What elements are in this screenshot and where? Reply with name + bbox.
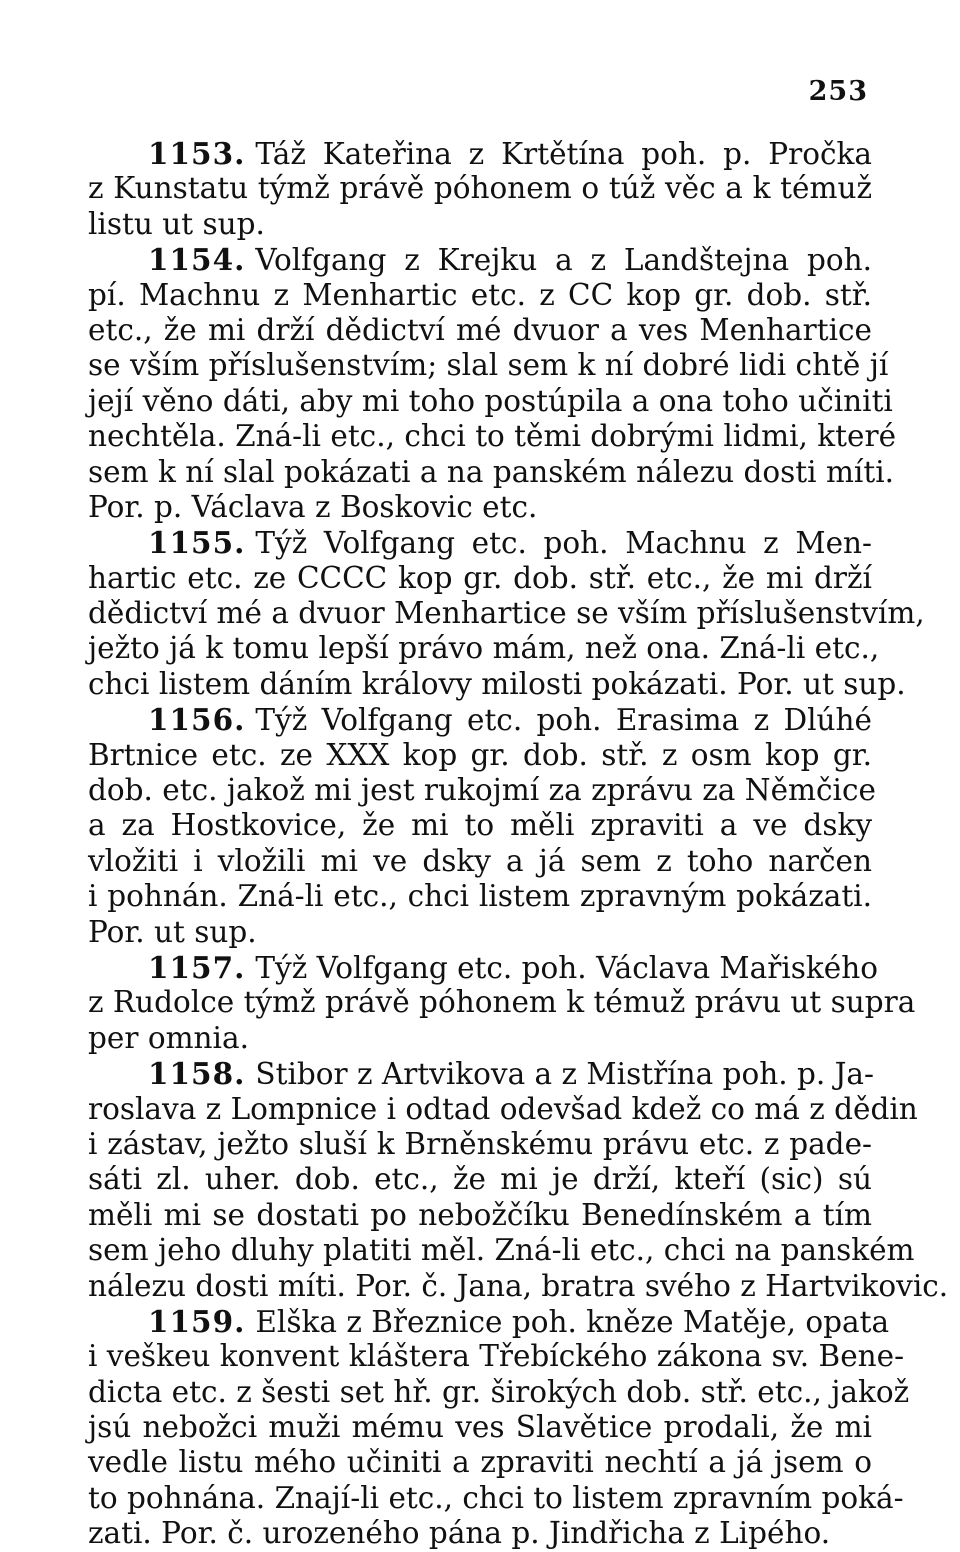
entry-number: 1155.	[148, 525, 246, 561]
entry-first-line	[88, 136, 872, 171]
entry-number: 1156.	[148, 702, 246, 738]
entry-line: ježto já k tomu lepší právo mám, než ona. Zná-li etc.,	[88, 631, 880, 666]
entry-line: i veškeu konvent kláštera Třebíckého zákona sv. Bene-	[88, 1339, 905, 1374]
entry-line: sem jeho dluhy platiti měl. Zná-li etc., chci na panském	[88, 1233, 915, 1268]
entry-number: 1157.	[148, 949, 246, 985]
entry-line: dob. etc. jakož mi jest rukojmí za zprávu za Němčice	[88, 773, 876, 808]
entry-line: chci listem dáním královy milosti pokázati. Por. ut sup.	[88, 666, 906, 701]
entry-line: a za Hostkovice, že mi to měli zpraviti a ve dsky	[88, 808, 872, 843]
entry-line: roslava z Lompnice i odtad odevšad kdež co má z dědin	[88, 1091, 918, 1126]
entry-number: 1158.	[148, 1056, 246, 1092]
entry-1153	[88, 136, 872, 242]
entry-1156	[88, 702, 876, 950]
entry-line: nechtěla. Zná-li etc., chci to těmi dobrými lidmi, které	[88, 419, 897, 454]
entry-line: sáti zl. uher. dob. etc., že mi je drží, kteří (sic) sú	[88, 1162, 872, 1197]
entry-line: vložiti i vložili mi ve dsky a já sem z toho narčen	[88, 843, 872, 878]
entry-text: Týž Volfgang etc. poh. Machnu z Men-	[255, 526, 872, 561]
entry-line: Por. ut sup.	[88, 914, 257, 949]
entry-line: Brtnice etc. ze XXX kop gr. dob. stř. z osm kop gr.	[88, 737, 872, 772]
entry-line: z Rudolce týmž právě póhonem k témuž právu ut supra	[88, 985, 916, 1020]
entry-line: dědictví mé a dvuor Menhartice se vším příslušenstvím,	[88, 596, 925, 631]
entry-line: per omnia.	[88, 1020, 249, 1055]
entry-line: listu ut sup.	[88, 206, 265, 241]
entry-line: dicta etc. z šesti set hř. gr. širokých dob. stř. etc., jakož	[88, 1374, 910, 1409]
entry-line: nálezu dosti míti. Por. č. Jana, bratra svého z Hartvikovic.	[88, 1268, 949, 1303]
text-block	[88, 136, 949, 1552]
entry-line: vedle listu mého učiniti a zpraviti nechtí a já jsem o	[88, 1445, 872, 1480]
entry-line: jsú nebožci muži mému ves Slavětice prodali, že mi	[88, 1410, 872, 1445]
entry-first-line	[88, 702, 872, 737]
entry-line: zati. Por. č. urozeného pána p. Jindřicha z Lipého.	[88, 1516, 831, 1551]
entry-line: pí. Machnu z Menhartic etc. z CC kop gr. dob. stř.	[88, 277, 872, 312]
entry-line: hartic etc. ze CCCC kop gr. dob. stř. etc., že mi drží	[88, 560, 872, 595]
entry-line: i zástav, ježto sluší k Brněnskému právu etc. z pade-	[88, 1126, 872, 1161]
entry-first-line	[88, 242, 872, 277]
entry-number: 1153.	[148, 136, 246, 171]
entry-line: její věno dáti, aby mi toho postúpila a ona toho učiniti	[88, 383, 893, 418]
entry-line: sem k ní slal pokázati a na panském nálezu dosti míti.	[88, 454, 895, 489]
entry-1155	[88, 525, 925, 702]
entry-line: z Kunstatu týmž právě póhonem o túž věc a k témuž	[88, 171, 872, 206]
entry-line: Por. p. Václava z Boskovic etc.	[88, 489, 538, 524]
entry-line: to pohnána. Znají-li etc., chci to listem zpravním poká-	[88, 1480, 904, 1515]
entry-1159	[88, 1303, 910, 1552]
entry-text: Elška z Březnice poh. kněze Matěje, opata	[255, 1304, 890, 1339]
entry-line: měli mi se dostati po nebožčíku Benedínském a tím	[88, 1197, 872, 1232]
entry-1158	[88, 1056, 949, 1304]
page-number: 253	[808, 76, 868, 107]
entry-first-line	[88, 1303, 890, 1339]
entry-line: se vším příslušenstvím; slal sem k ní dobré lidi chtě jí	[88, 348, 889, 383]
entry-line: i pohnán. Zná-li etc., chci listem zpravným pokázati.	[88, 879, 872, 914]
entry-text: Stibor z Artvikova a z Mistřína poh. p. Ja-	[255, 1057, 874, 1092]
entry-text: Táž Kateřina z Krtětína poh. p. Pročka	[255, 137, 872, 171]
entry-first-line	[88, 525, 872, 560]
entry-number: 1159.	[148, 1303, 246, 1339]
entry-first-line	[88, 1056, 872, 1091]
entry-text: Volfgang z Krejku a z Landštejna poh.	[255, 243, 872, 278]
entry-1154	[88, 242, 897, 525]
entry-text: Týž Volfgang etc. poh. Václava Mařiského	[255, 950, 878, 985]
entry-number: 1154.	[148, 242, 246, 278]
entry-line: etc., že mi drží dědictví mé dvuor a ves Menhartice	[88, 312, 872, 347]
entry-1157	[88, 949, 916, 1056]
entry-first-line	[88, 949, 878, 985]
entry-text: Týž Volfgang etc. poh. Erasima z Dlúhé	[255, 703, 872, 738]
